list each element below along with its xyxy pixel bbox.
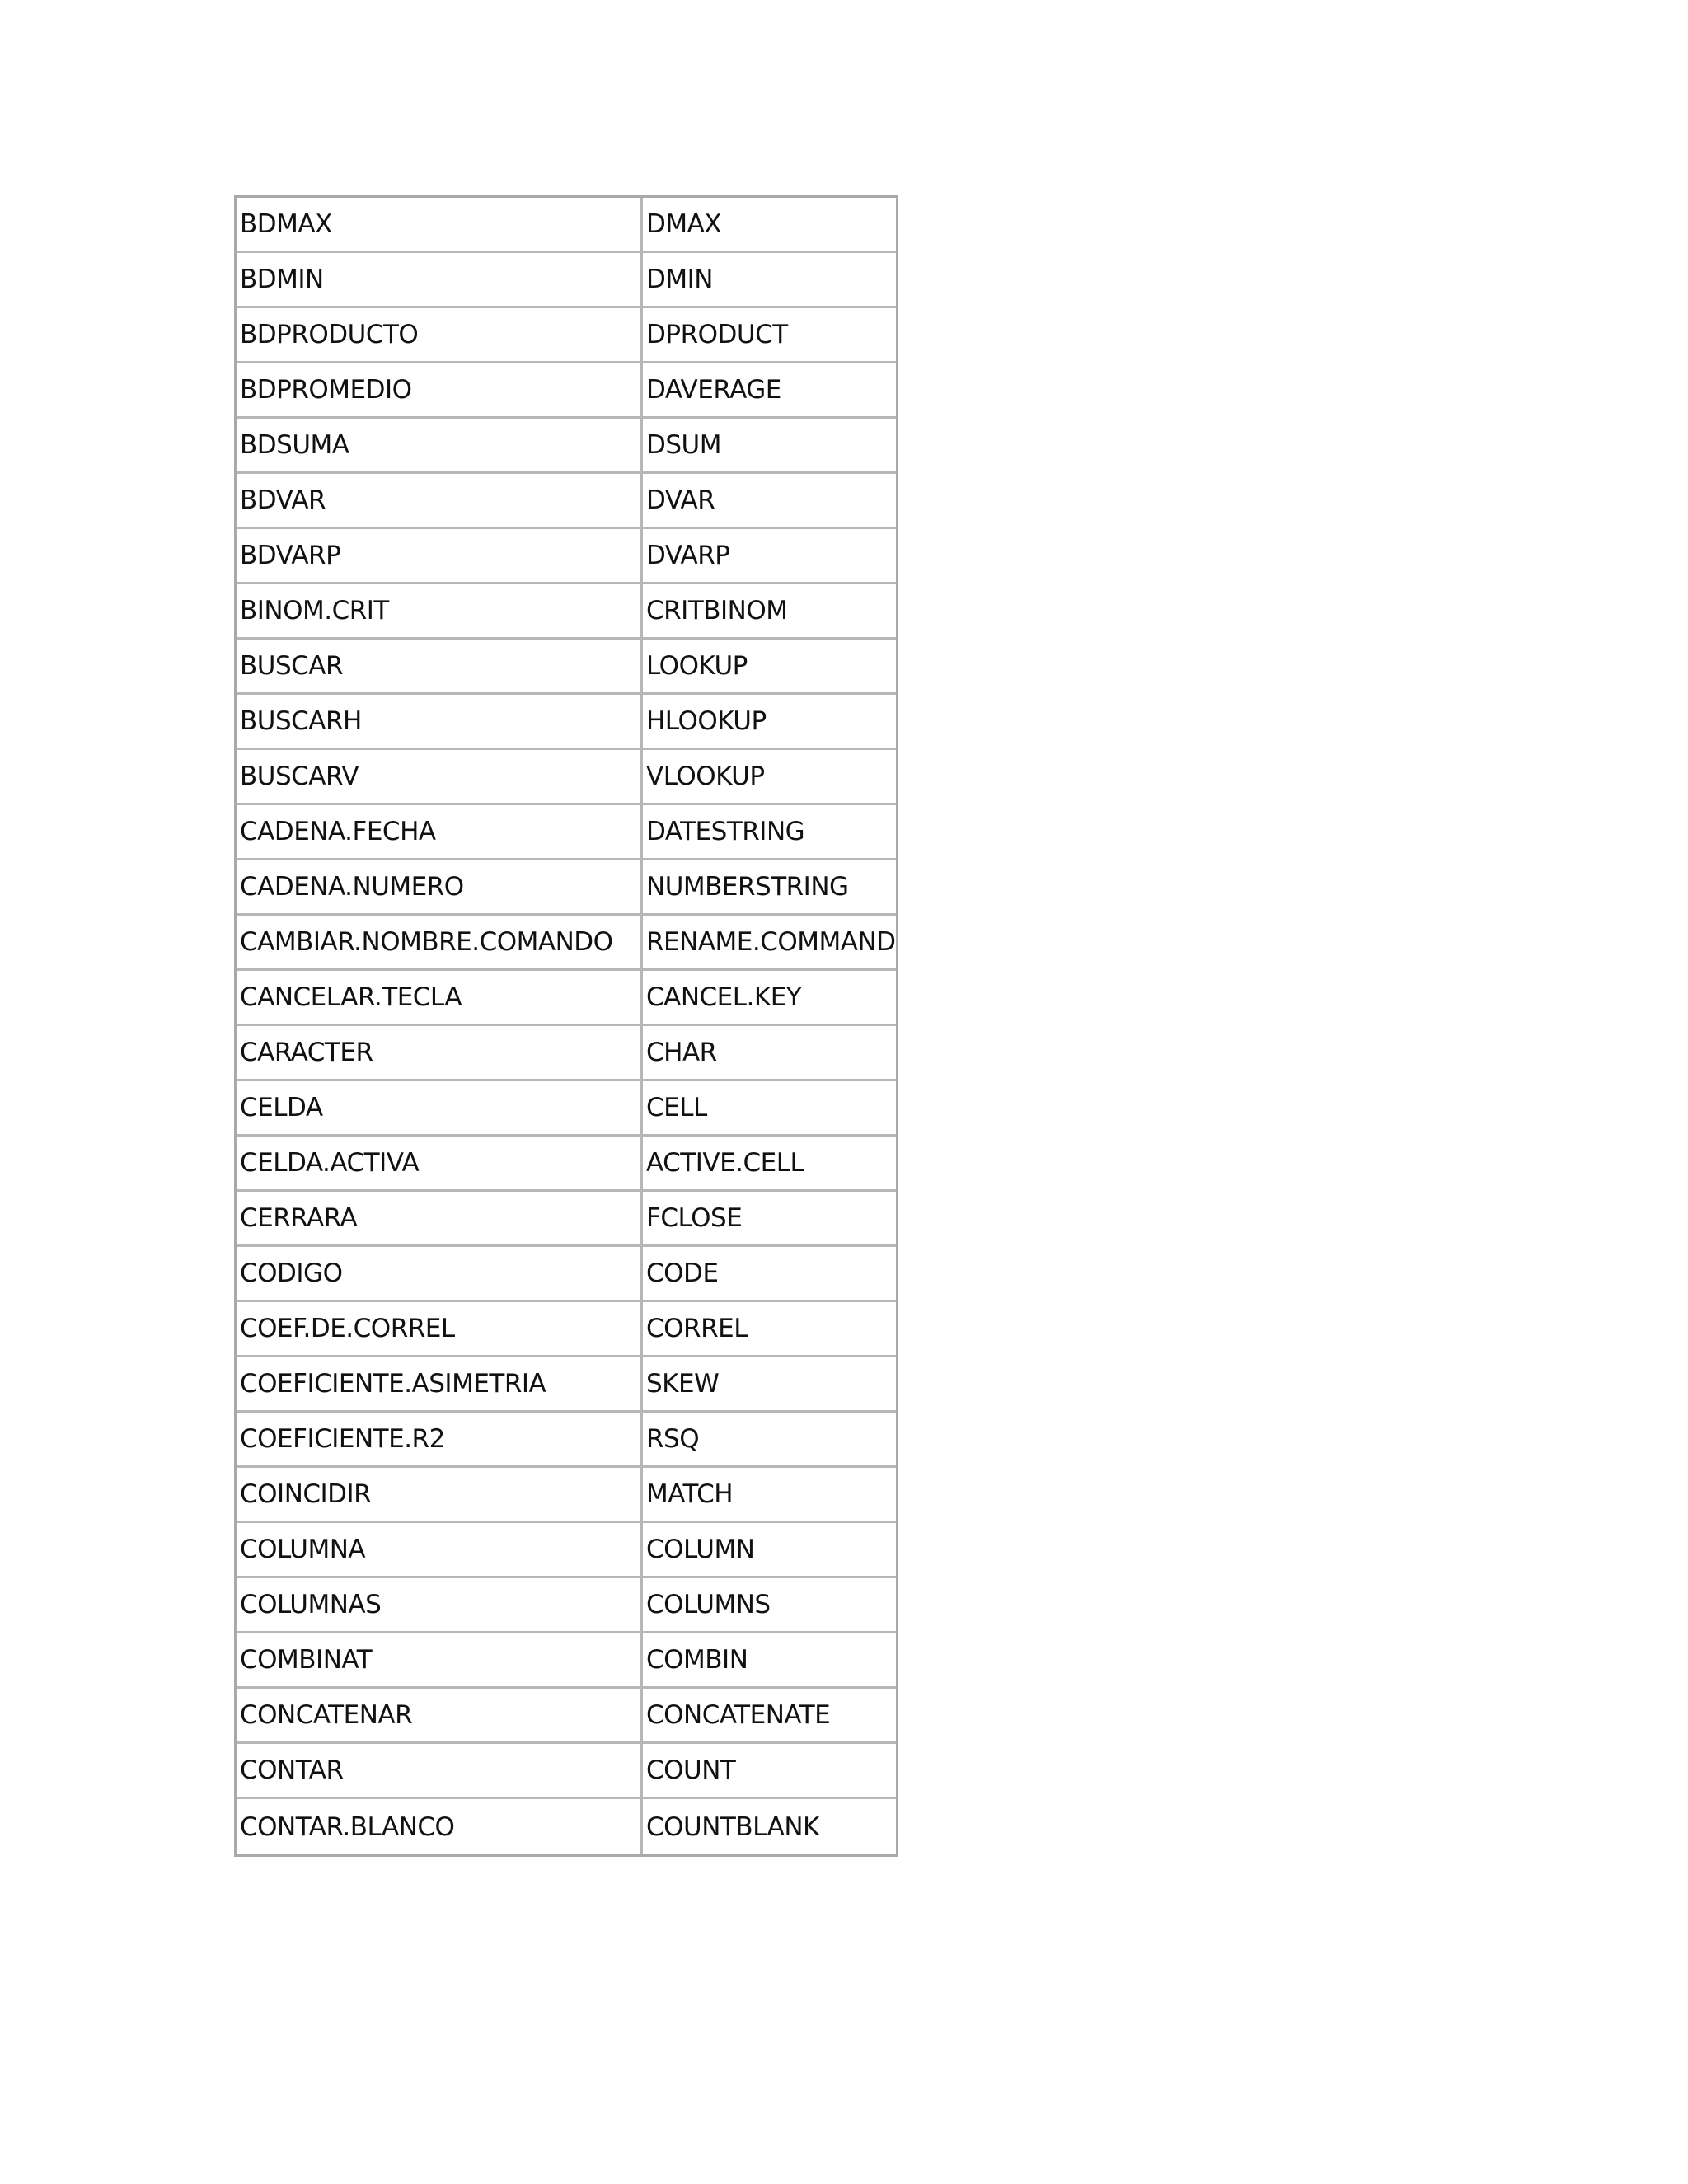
table-row: [237, 1468, 896, 1523]
table-row: [237, 1413, 896, 1468]
spanish-function-name-cell: COINCIDIR: [237, 1468, 643, 1523]
spanish-function-name-cell: BUSCARV: [237, 750, 643, 805]
table-row: [237, 1247, 896, 1302]
english-function-name-cell: SKEW: [643, 1357, 896, 1413]
english-function-name-cell: COLUMNS: [643, 1578, 896, 1633]
spanish-function-name-cell: BDVAR: [237, 474, 643, 529]
english-function-name-cell: COUNTBLANK: [646, 1811, 819, 1842]
table-row: [237, 640, 896, 695]
english-function-name-cell: VLOOKUP: [643, 750, 896, 805]
english-function-name-cell: CELL: [643, 1081, 896, 1137]
table-body: [237, 198, 896, 1854]
spanish-function-name-cell: CONTAR.BLANCO: [237, 1799, 643, 1854]
table-row: [237, 1192, 896, 1247]
spanish-function-name-cell: BDMAX: [237, 198, 643, 253]
english-function-name-cell: CRITBINOM: [643, 584, 896, 640]
table-row: [237, 971, 896, 1026]
english-function-name-cell: CHAR: [643, 1026, 896, 1081]
table-row: [237, 198, 896, 253]
spanish-function-name-cell: BUSCAR: [237, 640, 643, 695]
english-function-name-cell: CONCATENATE: [643, 1689, 896, 1744]
function-translation-table: [234, 195, 898, 1857]
spanish-function-name-cell: BDPRODUCTO: [237, 308, 643, 363]
spanish-function-name-cell: CADENA.FECHA: [237, 805, 643, 860]
table-row: [237, 860, 896, 916]
spanish-function-name-cell: COEFICIENTE.ASIMETRIA: [237, 1357, 643, 1413]
english-function-name-cell: COUNT: [643, 1744, 896, 1799]
table-row: [237, 1081, 896, 1137]
spanish-function-name-cell: COEFICIENTE.R2: [237, 1413, 643, 1468]
function-translation-table-wrapper: [234, 195, 898, 1857]
table-row: [237, 584, 896, 640]
table-row: [237, 1799, 896, 1854]
table-row: [237, 1523, 896, 1578]
spanish-function-name-cell: BDPROMEDIO: [237, 363, 643, 419]
spanish-function-name-cell: CELDA.ACTIVA: [237, 1137, 643, 1192]
table-row: [237, 363, 896, 419]
english-function-name-cell: CANCEL.KEY: [643, 971, 896, 1026]
spanish-function-name-cell: CANCELAR.TECLA: [237, 971, 643, 1026]
table-row: [237, 1026, 896, 1081]
spanish-function-name-cell: CAMBIAR.NOMBRE.COMANDO: [237, 916, 643, 971]
spanish-function-name-cell: BDMIN: [237, 253, 643, 308]
spanish-function-name-cell: COMBINAT: [237, 1633, 643, 1689]
spanish-function-name-cell: BINOM.CRIT: [237, 584, 643, 640]
english-function-name-cell: FCLOSE: [643, 1192, 896, 1247]
spanish-function-name-cell: CODIGO: [237, 1247, 643, 1302]
spanish-function-name-cell: COLUMNAS: [237, 1578, 643, 1633]
spanish-function-name-cell: CONCATENAR: [237, 1689, 643, 1744]
spanish-function-name-cell: BDVARP: [237, 529, 643, 584]
table-row: [237, 805, 896, 860]
spanish-function-name-cell: COEF.DE.CORREL: [237, 1302, 643, 1357]
table-row: [237, 529, 896, 584]
spanish-function-name-cell: CELDA: [237, 1081, 643, 1137]
english-function-name-cell: RENAME.COMMAND: [643, 916, 896, 971]
table-row: [237, 1357, 896, 1413]
english-function-name-cell: COLUMN: [643, 1523, 896, 1578]
table-row: [237, 1633, 896, 1689]
table-row: [237, 695, 896, 750]
table-row: [237, 1578, 896, 1633]
english-function-name-cell: LOOKUP: [643, 640, 896, 695]
table-row: [237, 916, 896, 971]
spanish-function-name-cell: CARACTER: [237, 1026, 643, 1081]
table-row: [237, 253, 896, 308]
table-row: [237, 1137, 896, 1192]
table-row: [237, 419, 896, 474]
spanish-function-name-cell: BUSCARH: [237, 695, 643, 750]
table-row: [237, 1689, 896, 1744]
english-function-name-cell: DVAR: [643, 474, 896, 529]
spanish-function-name-cell: BDSUMA: [237, 419, 643, 474]
table-row: [237, 474, 896, 529]
table-row: [237, 1302, 896, 1357]
table-row: [237, 308, 896, 363]
english-function-name-cell: RSQ: [643, 1413, 896, 1468]
english-function-name-cell: HLOOKUP: [643, 695, 896, 750]
spanish-function-name-cell: CADENA.NUMERO: [237, 860, 643, 916]
english-function-name-cell: CODE: [643, 1247, 896, 1302]
english-function-name-cell: COMBIN: [643, 1633, 896, 1689]
english-function-name-cell: ACTIVE.CELL: [643, 1137, 896, 1192]
english-function-name-cell: DSUM: [643, 419, 896, 474]
english-function-name-cell: DVARP: [643, 529, 896, 584]
english-function-name-cell: CORREL: [643, 1302, 896, 1357]
spanish-function-name-cell: CERRARA: [237, 1192, 643, 1247]
english-function-name-cell: NUMBERSTRING: [643, 860, 896, 916]
table-row: [237, 750, 896, 805]
table-row: [237, 1744, 896, 1799]
spanish-function-name-cell: COLUMNA: [237, 1523, 643, 1578]
english-function-name-cell: DMAX: [643, 198, 896, 253]
english-function-name-cell: DAVERAGE: [643, 363, 896, 419]
english-function-name-cell: DMIN: [643, 253, 896, 308]
spanish-function-name-cell: CONTAR: [237, 1744, 643, 1799]
english-function-name-cell: MATCH: [643, 1468, 896, 1523]
english-function-name-cell: DPRODUCT: [643, 308, 896, 363]
english-function-name-cell: DATESTRING: [643, 805, 896, 860]
